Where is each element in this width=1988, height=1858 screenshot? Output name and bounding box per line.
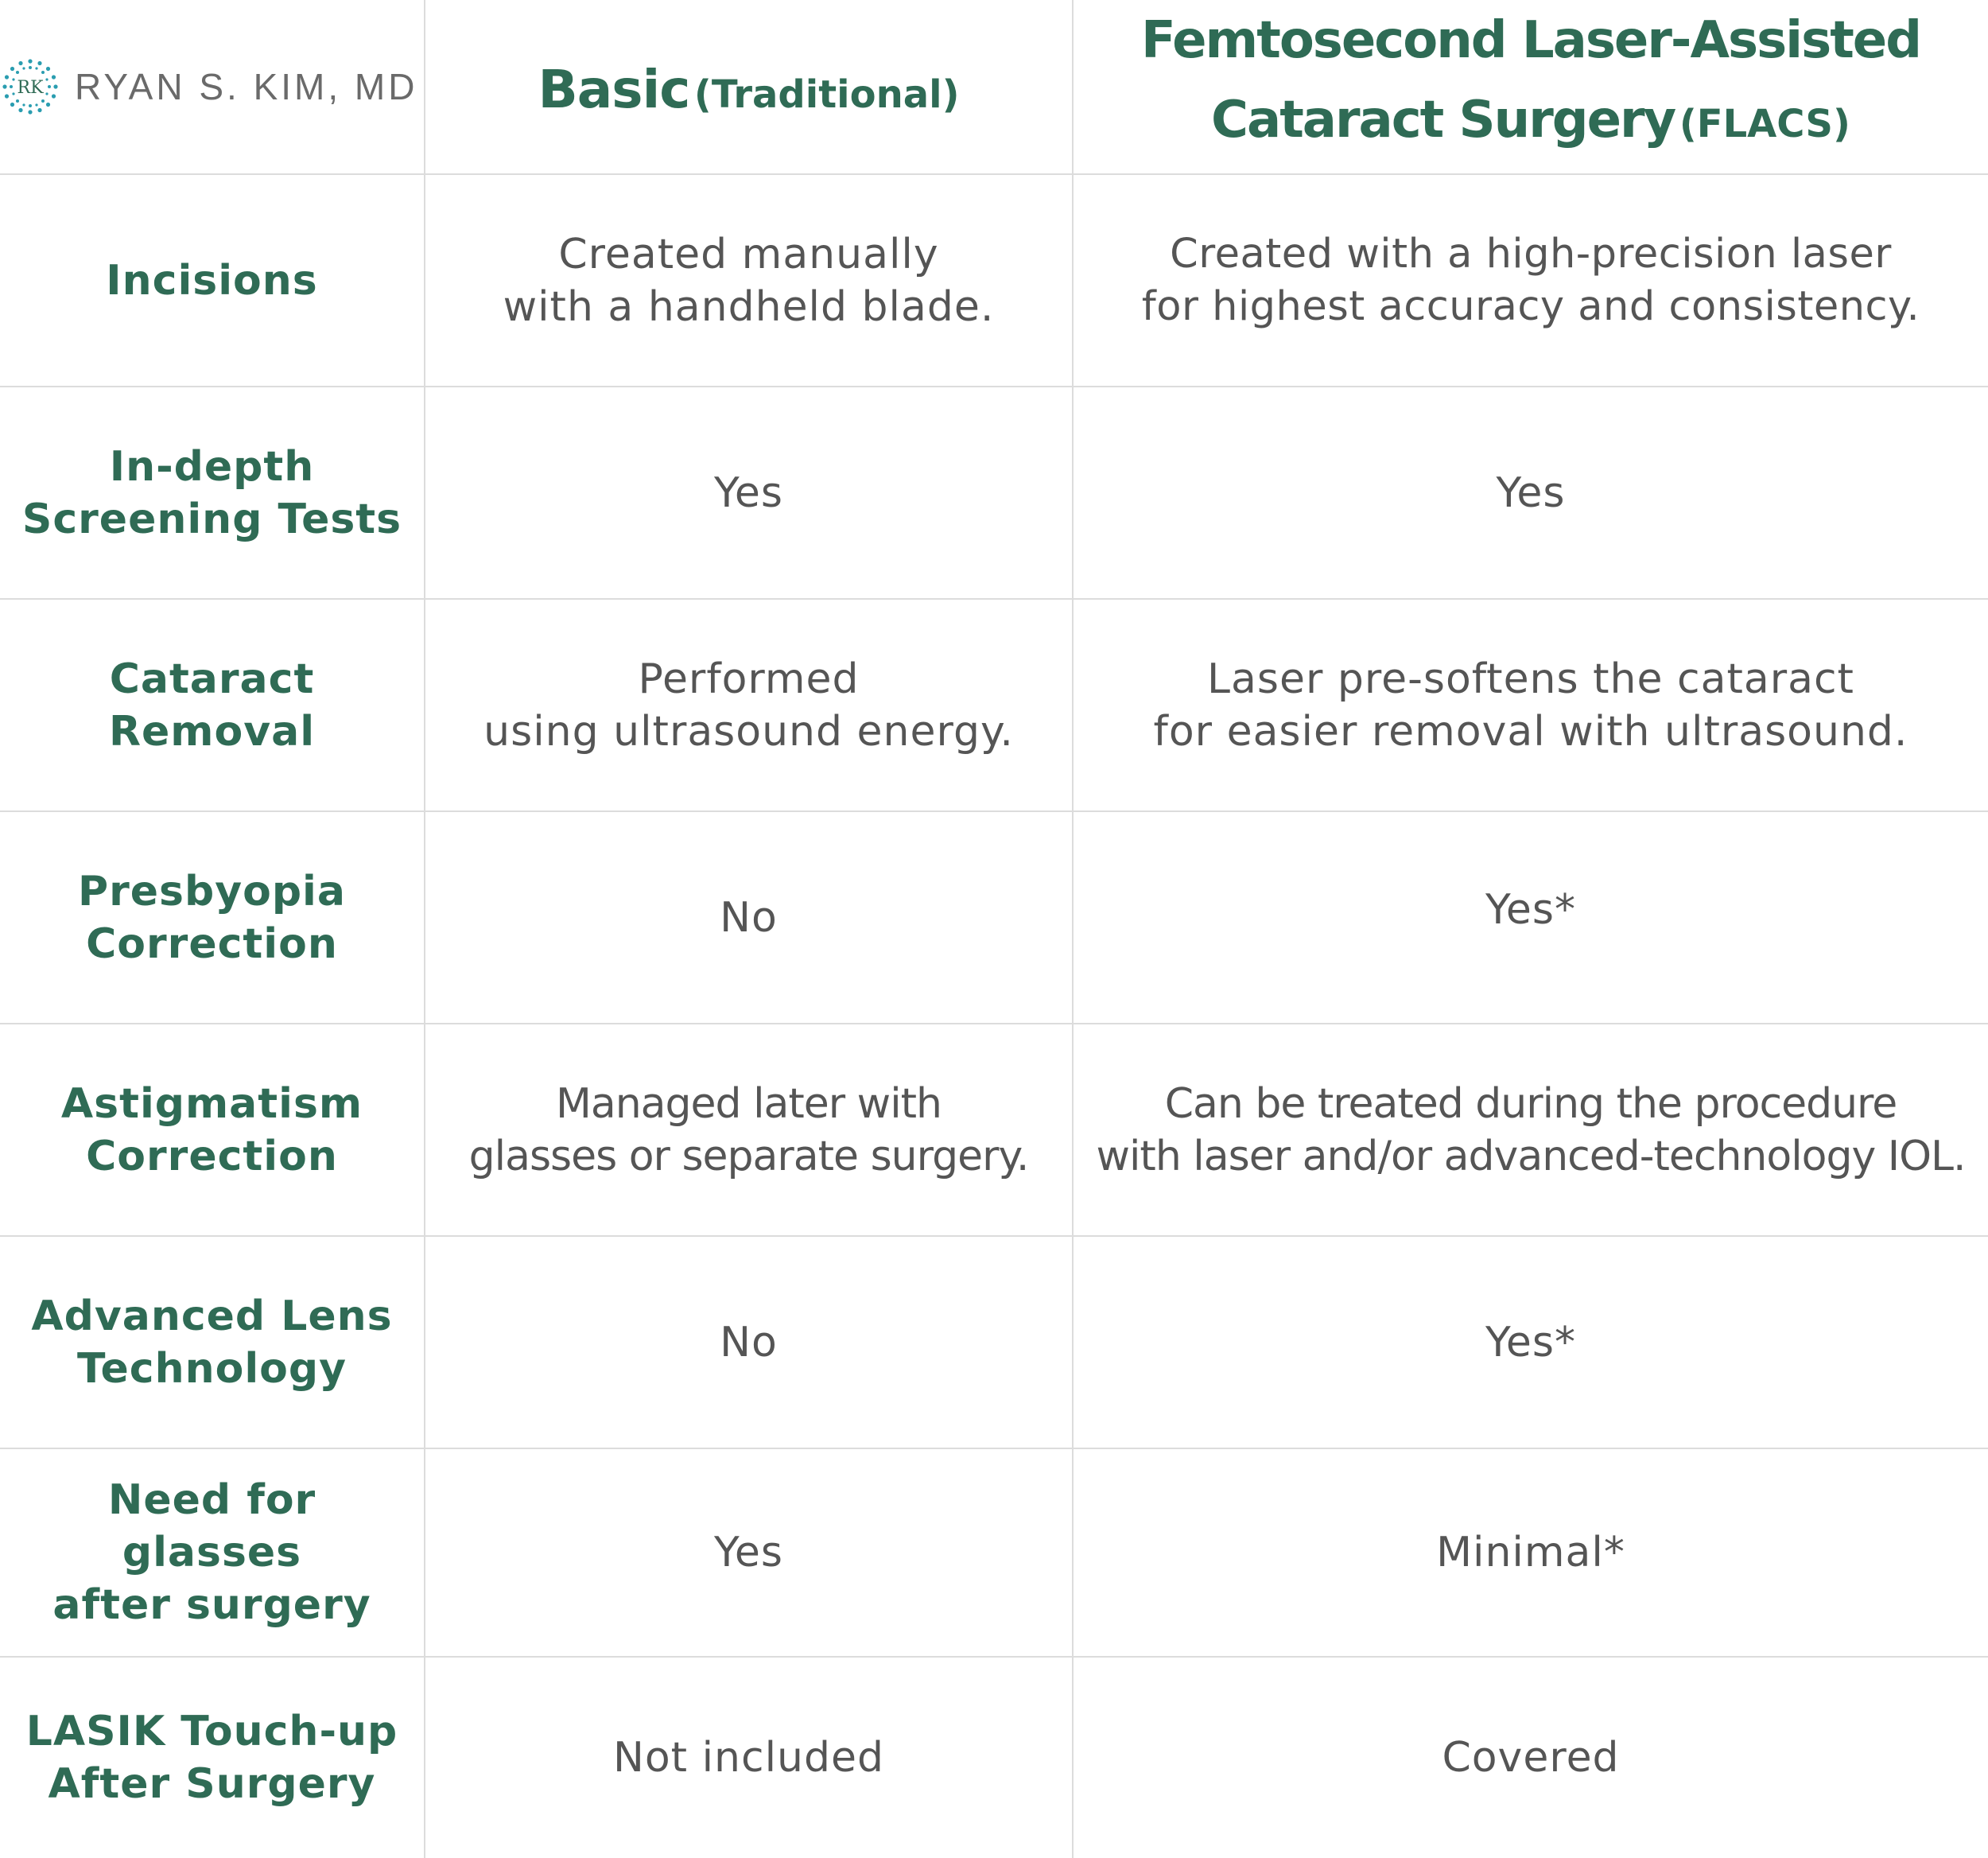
flacs-value: Covered xyxy=(1442,1734,1620,1782)
cell-basic-incisions xyxy=(425,175,1074,387)
flacs-value: Yes xyxy=(1496,468,1566,517)
row-label: LASIK Touch-up After Surgery xyxy=(25,1708,398,1808)
row-label: Cataract Removal xyxy=(108,655,316,756)
cell-flacs-advanced-lens xyxy=(1074,1237,1988,1449)
flacs-value: Yes* xyxy=(1485,885,1576,934)
flacs-value: Yes* xyxy=(1485,1318,1576,1366)
basic-value: No xyxy=(720,1318,778,1366)
brand-name: RYAN S. KIM, MD xyxy=(75,66,418,107)
row-label-glasses xyxy=(0,1449,425,1658)
header-basic xyxy=(425,0,1074,175)
cell-flacs-presbyopia xyxy=(1074,812,1988,1024)
basic-value: No xyxy=(720,893,778,942)
header-flacs-title-line1: Femtosecond Laser-Assisted xyxy=(1141,11,1920,70)
basic-value: Performed using ultrasound energy. xyxy=(483,655,1014,756)
basic-value: Yes xyxy=(714,1529,783,1576)
row-label-presbyopia xyxy=(0,812,425,1024)
cell-flacs-cataract-removal xyxy=(1074,600,1988,812)
cell-flacs-astigmatism xyxy=(1074,1024,1988,1237)
logo-mark-icon xyxy=(2,58,59,115)
row-label-screening xyxy=(0,387,425,600)
header-flacs-title-line2: Cataract Surgery xyxy=(1211,91,1675,150)
flacs-value: Created with a high-precision laser for highest accuracy and consistency. xyxy=(1141,230,1920,330)
cell-flacs-screening xyxy=(1074,387,1988,600)
row-label: Astigmatism Correction xyxy=(60,1079,363,1180)
basic-value: Managed later with glasses or separate surgery. xyxy=(468,1079,1029,1180)
row-label: Advanced Lens Technology xyxy=(31,1292,393,1393)
flacs-value: Can be treated during the procedure with laser and/or advanced-technology IOL. xyxy=(1096,1079,1966,1180)
header-basic-subtitle: (Traditional) xyxy=(693,72,960,117)
row-label: Need for glasses after surgery xyxy=(52,1476,371,1629)
brand-logo xyxy=(2,58,417,115)
header-flacs-abbrev: (FLACS) xyxy=(1679,102,1850,146)
cell-basic-astigmatism xyxy=(425,1024,1074,1237)
cell-flacs-glasses xyxy=(1074,1449,1988,1658)
row-label-cataract-removal xyxy=(0,600,425,812)
cell-basic-lasik xyxy=(425,1658,1074,1858)
header-logo-cell xyxy=(0,0,425,175)
cell-basic-glasses xyxy=(425,1449,1074,1658)
cell-flacs-incisions xyxy=(1074,175,1988,387)
cell-basic-cataract-removal xyxy=(425,600,1074,812)
cell-flacs-lasik xyxy=(1074,1658,1988,1858)
row-label-astigmatism xyxy=(0,1024,425,1237)
basic-value: Not included xyxy=(612,1734,885,1782)
row-label: In-depth Screening Tests xyxy=(21,442,402,543)
header-basic-title: Basic xyxy=(538,58,690,120)
row-label: Incisions xyxy=(106,256,318,305)
flacs-value: Laser pre-softens the cataract for easier removal with ultrasound. xyxy=(1153,655,1908,756)
flacs-value: Minimal* xyxy=(1436,1529,1625,1576)
row-label-advanced-lens xyxy=(0,1237,425,1449)
row-label: Presbyopia Correction xyxy=(78,867,346,968)
header-flacs xyxy=(1074,0,1988,175)
cell-basic-presbyopia xyxy=(425,812,1074,1024)
cell-basic-advanced-lens xyxy=(425,1237,1074,1449)
row-label-incisions xyxy=(0,175,425,387)
basic-value: Yes xyxy=(714,468,783,517)
logo-monogram: RK xyxy=(17,78,44,98)
row-label-lasik xyxy=(0,1658,425,1858)
cell-basic-screening xyxy=(425,387,1074,600)
basic-value: Created manually with a handheld blade. xyxy=(503,230,995,331)
